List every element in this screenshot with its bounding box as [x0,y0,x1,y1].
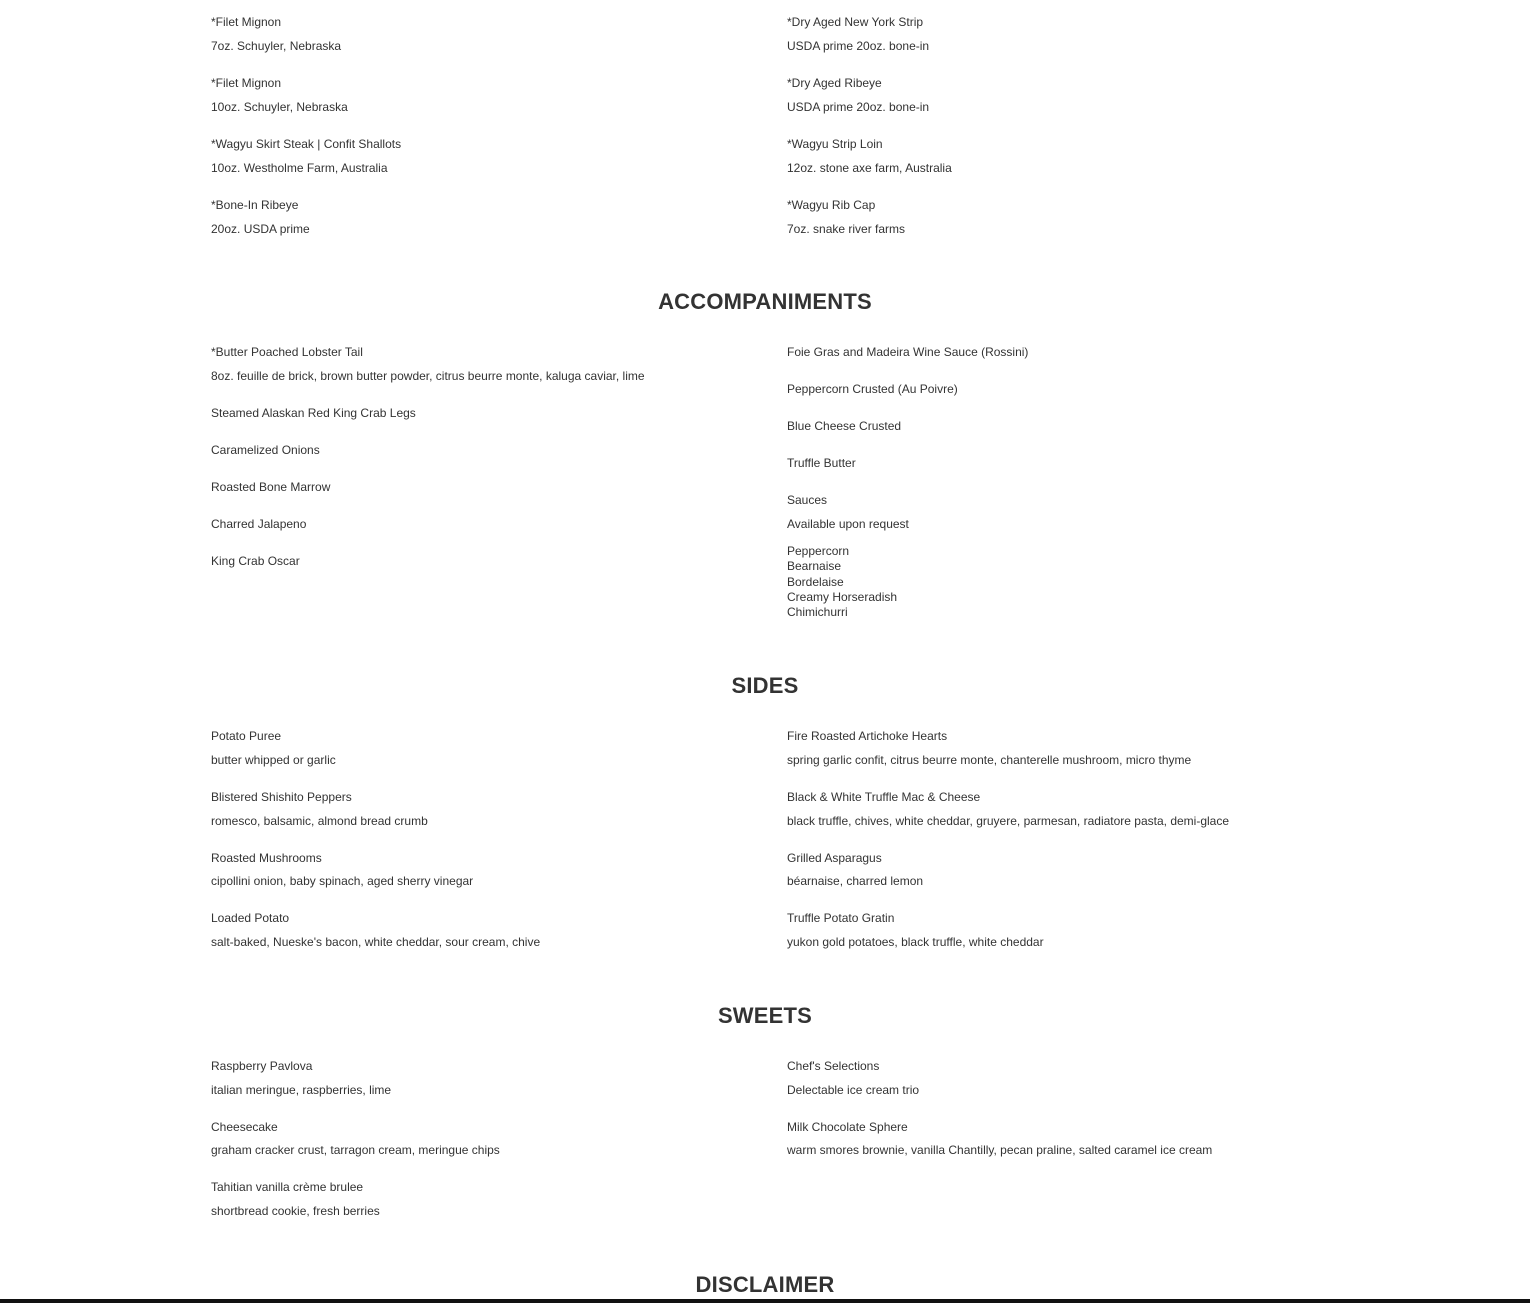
item-name: *Wagyu Rib Cap [787,198,876,212]
menu-item-accompaniment [211,554,300,569]
item-description: 20oz. USDA prime [211,222,310,236]
item-name: *Wagyu Skirt Steak | Confit Shallots [211,137,402,151]
item-description: yukon gold potatoes, black truffle, white cheddar [787,935,1044,949]
menu-item-side [787,911,1044,950]
menu-item-sweet [211,1059,391,1098]
item-name: Fire Roasted Artichoke Hearts [787,729,948,743]
item-description: 7oz. snake river farms [787,222,906,236]
item-name: Milk Chocolate Sphere [787,1120,908,1134]
item-name: Grilled Asparagus [787,851,882,865]
sauce-list [787,544,909,620]
item-name: *Filet Mignon [211,76,282,90]
item-name: Black & White Truffle Mac & Cheese [787,790,981,804]
item-name: Charred Jalapeno [211,517,307,531]
item-name: Foie Gras and Madeira Wine Sauce (Rossini) [787,345,1029,359]
item-name: *Bone-In Ribeye [211,198,299,212]
item-name: *Filet Mignon [211,15,282,29]
section-heading-accompaniments: ACCOMPANIMENTS [658,289,872,314]
menu-item-accompaniment [211,480,330,495]
item-name: Roasted Mushrooms [211,851,322,865]
menu-item-accompaniment [787,419,901,434]
item-description: 10oz. Schuyler, Nebraska [211,100,348,114]
menu-item-steak [211,15,341,54]
sauce-list-item: Bearnaise [787,559,842,574]
menu-item-side [211,729,336,768]
menu-item-steak [211,137,401,176]
menu-item-steak [787,198,905,237]
item-name: Sauces [787,493,828,507]
menu-item-accompaniment [211,345,645,384]
menu-item-accompaniment [211,406,416,421]
menu-item-side [787,729,1191,768]
item-description: italian meringue, raspberries, lime [211,1083,392,1097]
menu-item-steak [211,76,348,115]
item-description: cipollini onion, baby spinach, aged sherry vinegar [211,874,474,888]
section-heading-disclaimer: DISCLAIMER [695,1272,835,1297]
menu-item-steak [787,76,929,115]
item-description: salt-baked, Nueske's bacon, white cheddar, sour cream, chive [211,935,541,949]
item-description: warm smores brownie, vanilla Chantilly, pecan praline, salted caramel ice cream [787,1143,1213,1157]
item-name: King Crab Oscar [211,554,300,568]
item-description: romesco, balsamic, almond bread crumb [211,814,428,828]
item-name: Steamed Alaskan Red King Crab Legs [211,406,416,420]
menu-item-sweet [211,1180,380,1219]
item-name: *Dry Aged Ribeye [787,76,882,90]
menu-item-steak [787,137,952,176]
menu-item-accompaniment [211,443,320,458]
item-name: Peppercorn Crusted (Au Poivre) [787,382,958,396]
sauce-list-item: Bordelaise [787,574,844,589]
item-description: shortbread cookie, fresh berries [211,1204,380,1218]
menu-item-side [787,790,1229,829]
menu-item-accompaniment [787,382,958,397]
menu-item-side [787,851,923,889]
item-description: béarnaise, charred lemon [787,874,924,888]
item-name: Raspberry Pavlova [211,1059,313,1073]
item-description: 8oz. feuille de brick, brown butter powder, citrus beurre monte, kaluga caviar, lime [211,369,645,383]
item-name: Blue Cheese Crusted [787,419,902,433]
item-name: Tahitian vanilla crème brulee [211,1180,364,1194]
item-name: Chef's Selections [787,1059,880,1073]
item-name: Cheesecake [211,1120,278,1134]
item-name: Loaded Potato [211,911,290,925]
item-description: 7oz. Schuyler, Nebraska [211,39,342,53]
sauce-list-item: Peppercorn [787,544,850,558]
item-description: black truffle, chives, white cheddar, gruyere, parmesan, radiatore pasta, demi-glace [787,814,1230,828]
item-name: *Dry Aged New York Strip [787,15,924,29]
menu-item-sweet [211,1120,500,1158]
menu-item-accompaniment [211,517,306,532]
menu-item-accompaniment [787,456,856,471]
item-description: 12oz. stone axe farm, Australia [787,161,952,175]
item-name: Truffle Butter [787,456,856,470]
item-name: Blistered Shishito Peppers [211,790,352,804]
item-description: Available upon request [787,517,909,531]
section-heading-sweets: SWEETS [717,1003,813,1028]
item-description: graham cracker crust, tarragon cream, meringue chips [211,1143,500,1157]
menu-item-side [211,911,540,950]
item-name: Potato Puree [211,729,282,743]
menu-item-sweet [787,1120,1212,1158]
menu-item-accompaniment [787,345,1028,360]
item-name: *Butter Poached Lobster Tail [211,345,363,359]
sauce-list-item: Creamy Horseradish [787,589,898,604]
sauce-list-item: Chimichurri [787,605,848,620]
item-description: spring garlic confit, citrus beurre monte, chanterelle mushroom, micro thyme [787,753,1192,767]
item-description: 10oz. Westholme Farm, Australia [211,161,388,175]
item-name: Roasted Bone Marrow [211,480,331,494]
item-description: Delectable ice cream trio [787,1083,920,1097]
bottom-divider [0,1299,1530,1303]
item-description: USDA prime 20oz. bone-in [787,100,930,114]
item-name: *Wagyu Strip Loin [787,137,883,151]
item-description: USDA prime 20oz. bone-in [787,39,930,53]
menu-item-side [211,851,473,889]
item-name: Caramelized Onions [211,443,320,457]
menu-item-steak [787,15,929,54]
menu-item-sauces [787,493,909,620]
menu-item-steak [211,198,310,237]
item-description: butter whipped or garlic [211,753,336,767]
menu-item-side [211,790,428,829]
item-name: Truffle Potato Gratin [787,911,895,925]
section-heading-sides: SIDES [731,673,799,698]
menu-item-sweet [787,1059,919,1098]
